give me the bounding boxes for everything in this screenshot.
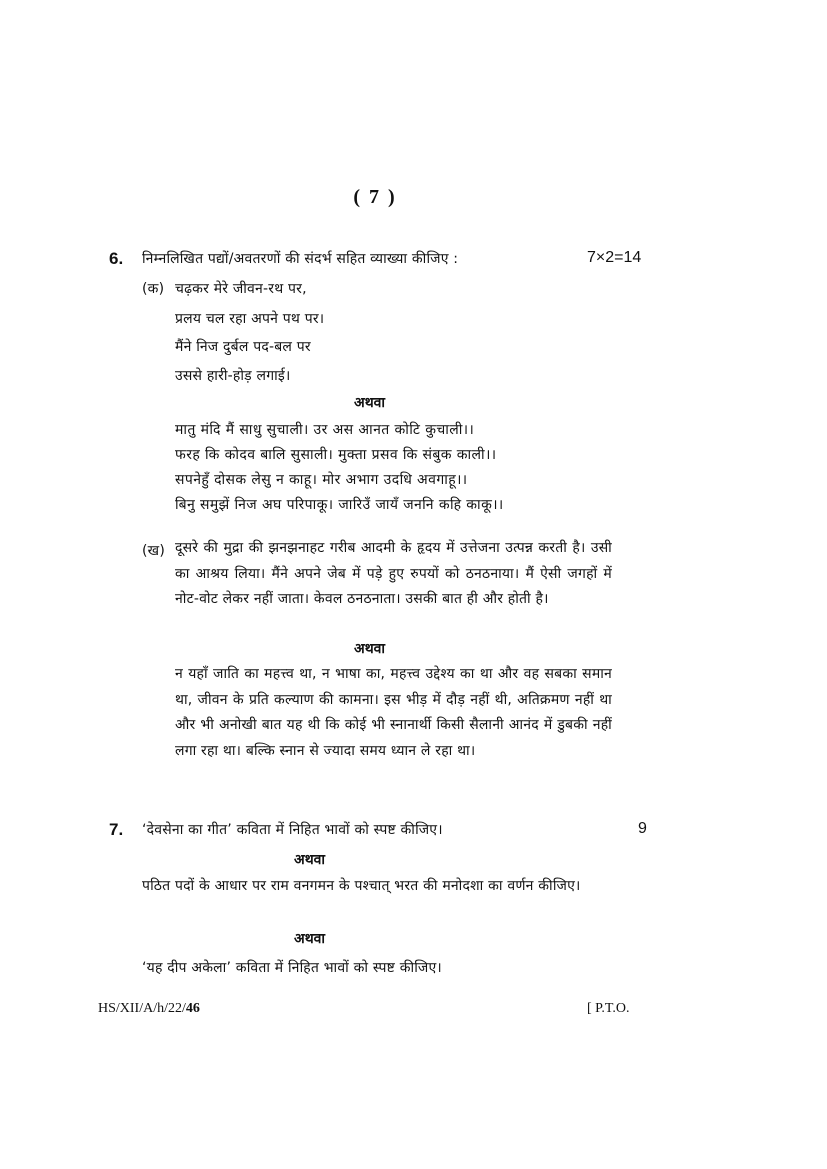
question-7-number: 7.: [109, 820, 124, 839]
part-a-verse-line: सपनेहुँ दोसक लेसु न काहू। मोर अभाग उदधि अवगाहू।।: [175, 472, 468, 488]
page-number: ( 7 ): [353, 186, 397, 208]
paper-code: [98, 1001, 200, 1017]
part-a-verse-line: फरह कि कोदव बालि सुसाली। मुक्ता प्रसव कि संबुक काली।।: [175, 447, 497, 463]
question-7-alt-question: पठित पदों के आधार पर राम वनगमन के पश्चात् भरत की मनोदशा का वर्णन कीजिए।: [142, 878, 581, 894]
part-a-poem-line: उससे हारी-होड़ लगाई।: [175, 368, 291, 384]
question-6-marks: 7×2=14: [587, 249, 642, 266]
question-7-or-heading: अथवा: [294, 852, 326, 868]
question-7-text: ‘देवसेना का गीत’ कविता में निहित भावों को स्पष्ट कीजिए।: [142, 822, 443, 838]
question-6-number: 6.: [109, 249, 124, 268]
part-b-passage: दूसरे की मुद्रा की झनझनाहट गरीब आदमी के हृदय में उत्तेजना उत्पन्न करती है। उसी का आश्रय लिया। मैंने अपने जेब में पड़े हुए रुपयों को ठनठनाया। मैं ऐसी जगहों में नोट-वोट लेकर नहीं जाता। केवल ठनठनाता। उसकी बात ही और होती है।: [175, 540, 612, 607]
question-6-instruction: निम्नलिखित पद्यों/अवतरणों की संदर्भ सहित व्याख्या कीजिए :: [142, 251, 459, 267]
part-a-label: (क): [142, 281, 165, 297]
part-a-poem-line: प्रलय चल रहा अपने पथ पर।: [175, 311, 325, 327]
part-a-or-heading: अथवा: [354, 395, 386, 411]
part-b-or-heading: अथवा: [354, 641, 386, 657]
part-a-verse-line: बिनु समुझें निज अघ परिपाकू। जारिउँ जायँ जननि कहि काकू।।: [175, 497, 504, 513]
question-7-marks: 9: [638, 820, 647, 837]
paper-code-suffix: 46: [185, 1001, 200, 1016]
paper-code-prefix: HS/XII/A/h/22/: [98, 1001, 186, 1016]
part-a-poem-line: चढ़कर मेरे जीवन-रथ पर,: [175, 281, 307, 297]
part-a-verse-line: मातु मंदि मैं साधु सुचाली। उर अस आनत कोटि कुचाली।।: [175, 422, 475, 438]
part-a-poem-line: मैंने निज दुर्बल पद-बल पर: [175, 339, 311, 355]
pto-marker: [ P.T.O.: [587, 1001, 630, 1016]
question-7-or-heading: अथवा: [294, 931, 326, 947]
question-7-alt-question: ‘यह दीप अकेला’ कविता में निहित भावों को स्पष्ट कीजिए।: [142, 960, 442, 976]
part-b-label: (ख): [142, 543, 165, 559]
part-b-alt-passage: न यहाँ जाति का महत्त्व था, न भाषा का, महत्त्व उद्देश्य का था और वह सबका समान था, जीवन के प्रति कल्याण की कामना। इस भीड़ में दौड़ नहीं थी, अतिक्रमण नहीं था और भी अनोखी बात यह थी कि कोई भी स्नानार्थी किसी सैलानी आनंद में डुबकी नहीं लगा रहा था। बल्कि स्नान से ज्यादा समय ध्यान ले रहा था।: [175, 666, 612, 759]
